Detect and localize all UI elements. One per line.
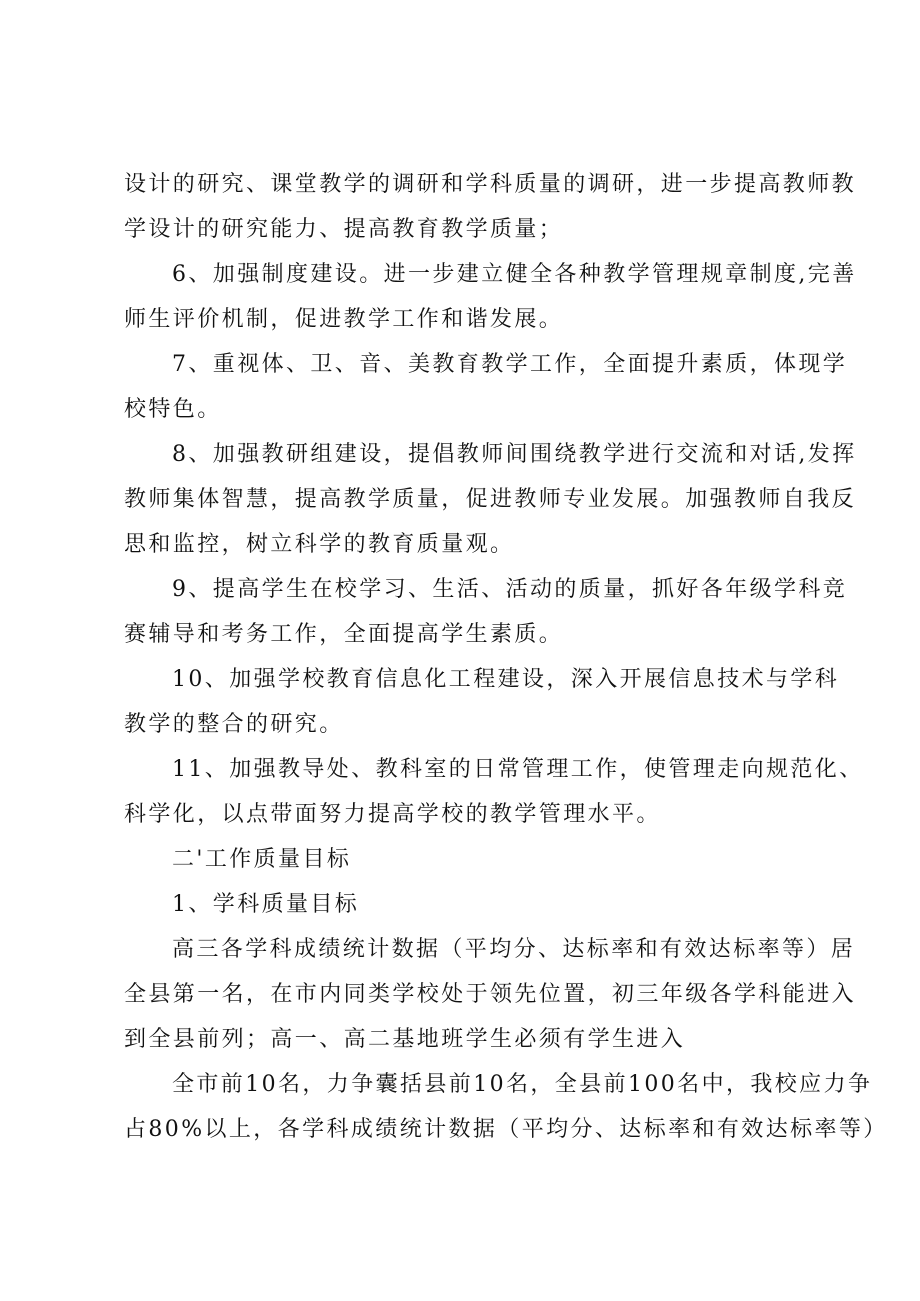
item-8-line-3: 思和监控，树立科学的教育质量观。 [124, 532, 515, 557]
item-10-line-2: 教学的整合的研究。 [124, 712, 344, 737]
item-9-line-2: 赛辅导和考务工作，全面提高学生素质。 [124, 622, 564, 647]
item-9-line-1: 9、提高学生在校学习、生活、活动的质量，抓好各年级学科竞 [172, 577, 848, 602]
subsection-heading: 1、学科质量目标 [172, 892, 360, 917]
item-7-line-2: 校特色。 [124, 397, 222, 422]
item-10-line-1: 10、加强学校教育信息化工程建设，深入开展信息技术与学科 [172, 667, 840, 692]
quality-paragraph-line-3: 到全县前列；高一、高二基地班学生必须有学生进入 [124, 1027, 686, 1052]
item-11-line-2: 科学化，以点带面努力提高学校的教学管理水平。 [124, 802, 661, 827]
item-7-line-1: 7、重视体、卫、音、美教育教学工作，全面提升素质，体现学 [172, 352, 848, 377]
paragraph-line: 学设计的研究能力、提高教育教学质量； [124, 217, 564, 242]
section-heading: 二'工作质量目标 [172, 847, 352, 872]
item-6-line-2: 师生评价机制，促进教学工作和谐发展。 [124, 307, 564, 332]
item-8-line-1: 8、加强教研组建设，提倡教师间围绕教学进行交流和对话,发挥 [172, 442, 857, 467]
quality-paragraph-line-2: 全县第一名，在市内同类学校处于领先位置，初三年级各学科能进入 [124, 982, 857, 1007]
paragraph-line: 设计的研究、课堂教学的调研和学科质量的调研，进一步提高教师教 [124, 172, 857, 197]
quality-paragraph-line-4: 全市前10名，力争囊括县前10名，全县前100名中，我校应力争 [172, 1072, 873, 1097]
item-11-line-1: 11、加强教导处、教科室的日常管理工作，使管理走向规范化、 [172, 757, 864, 782]
quality-paragraph-line-5: 占80%以上，各学科成绩统计数据（平均分、达标率和有效达标率等） [124, 1117, 888, 1142]
item-8-line-2: 教师集体智慧，提高教学质量，促进教师专业发展。加强教师自我反 [124, 487, 857, 512]
item-6-line-1: 6、加强制度建设。进一步建立健全各种教学管理规章制度,完善 [172, 262, 857, 287]
quality-paragraph-line-1: 高三各学科成绩统计数据（平均分、达标率和有效达标率等）居 [172, 937, 856, 962]
